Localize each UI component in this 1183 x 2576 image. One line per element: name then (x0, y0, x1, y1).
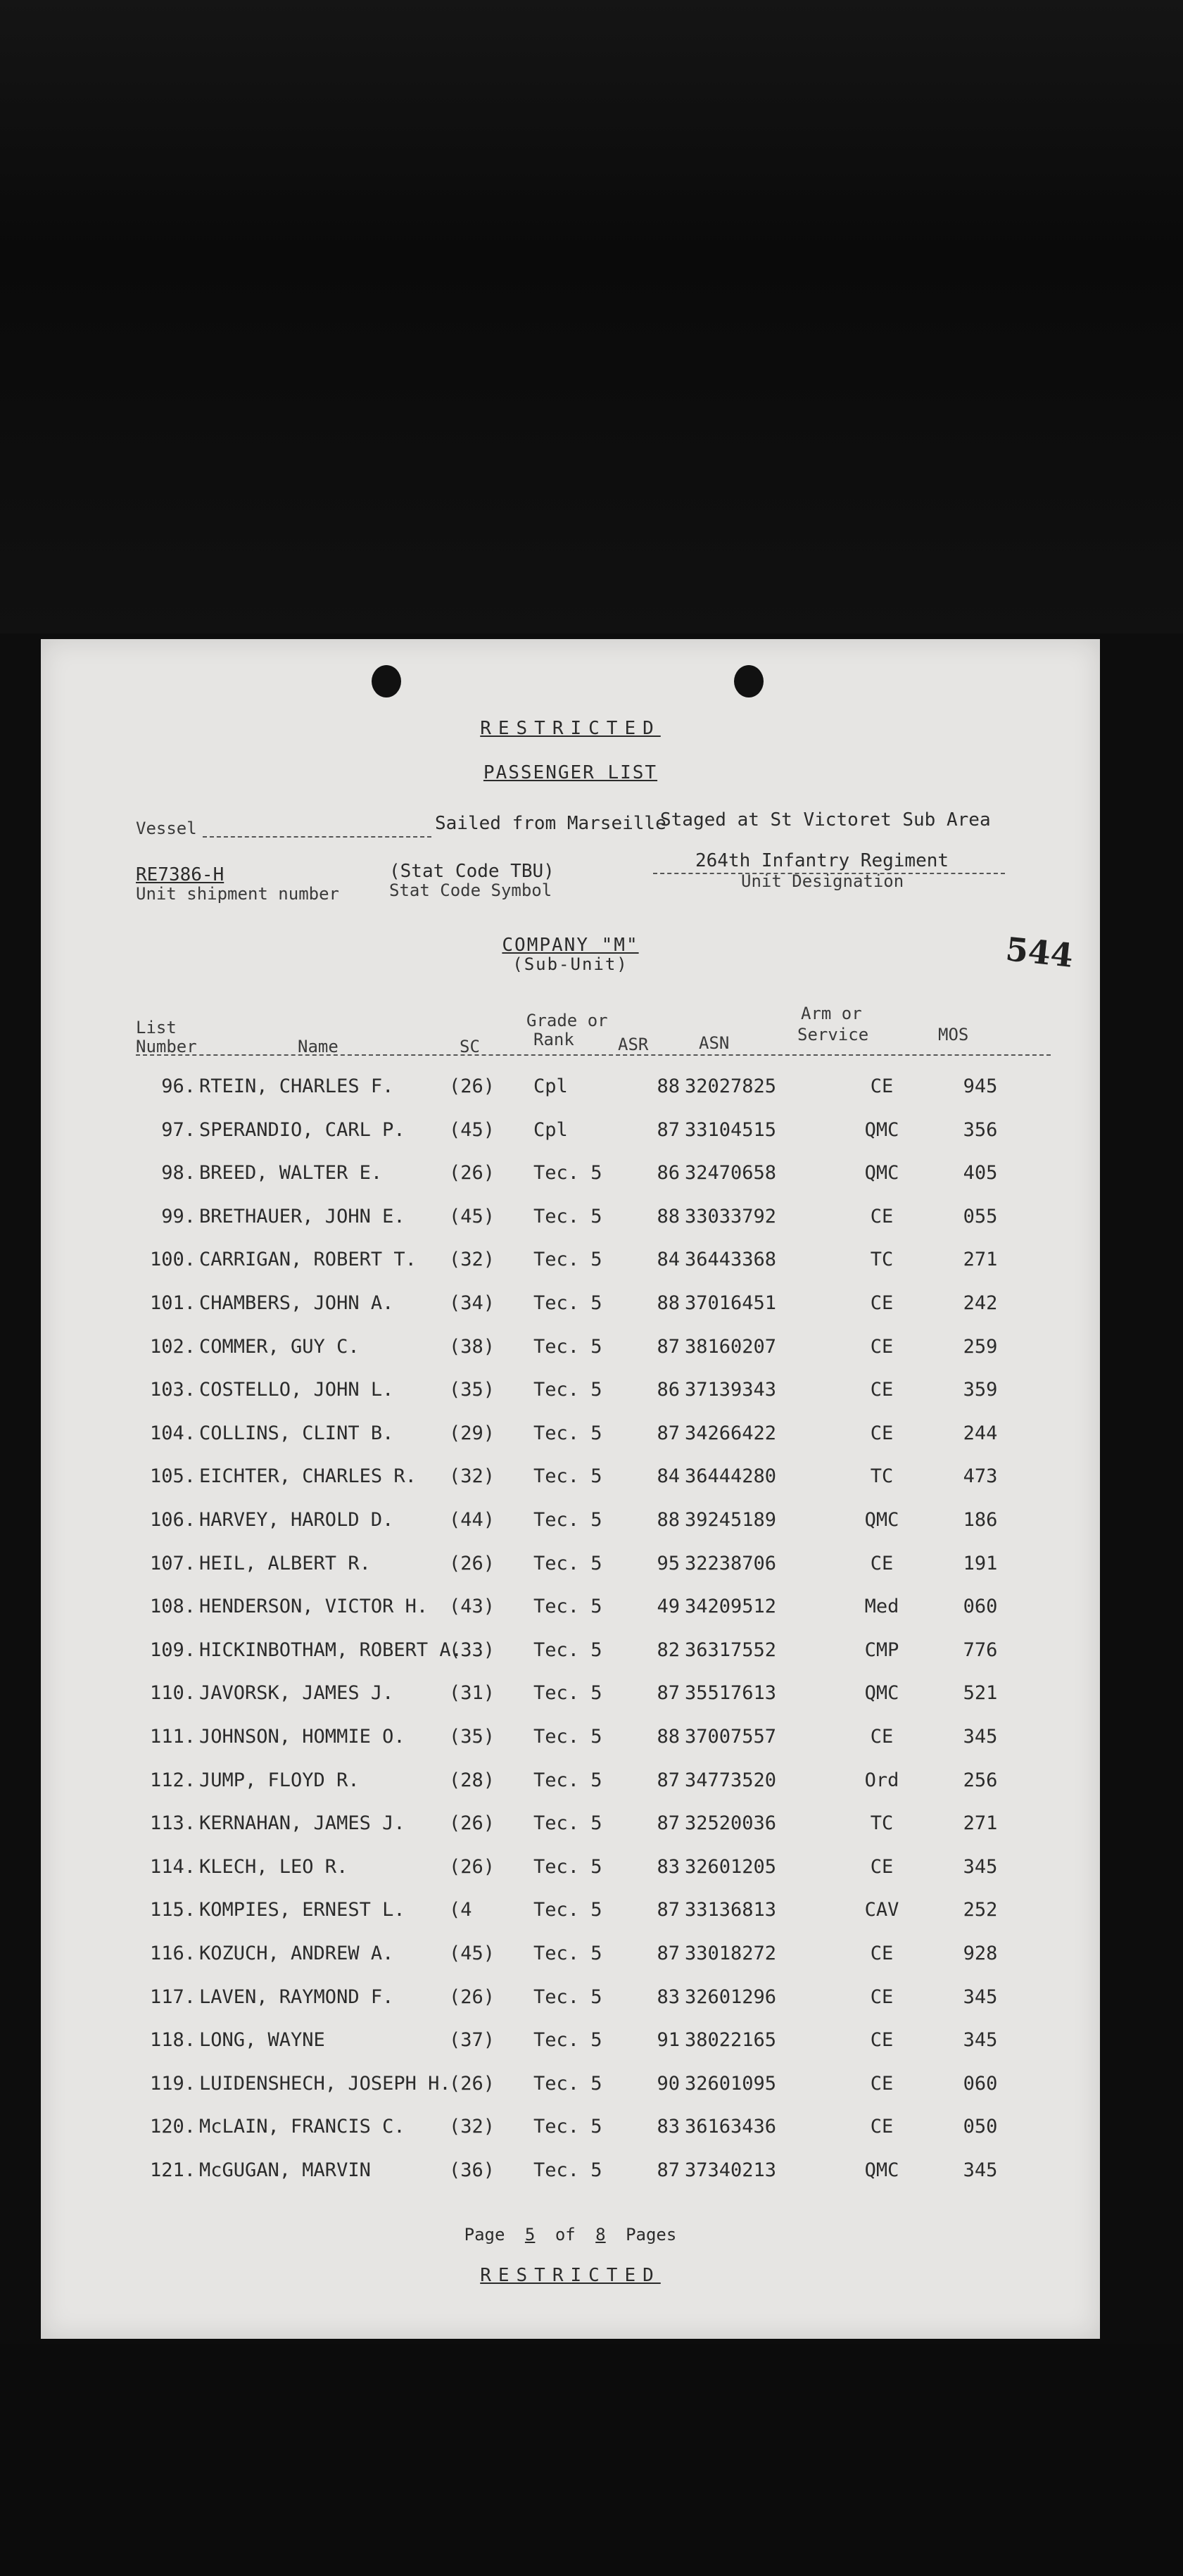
page-word: Page (464, 2225, 505, 2244)
row-name: HARVEY, HAROLD D. (199, 1509, 394, 1531)
row-asr: 88 (657, 1075, 680, 1097)
row-mos: 345 (963, 1985, 998, 2008)
row-arm: QMC (864, 1509, 899, 1531)
microfilm-border-bottom (0, 2344, 1183, 2576)
table-row (41, 1206, 1100, 1248)
row-asn: 33136813 (685, 1899, 777, 1921)
row-mos: 356 (963, 1118, 998, 1141)
row-grade: Tec. 5 (533, 1379, 602, 1401)
row-sc: (36) (449, 2159, 495, 2181)
row-grade: Tec. 5 (533, 2029, 602, 2052)
row-sc: (26) (449, 1985, 495, 2008)
row-mos: 473 (963, 1465, 998, 1488)
row-arm: CE (870, 2116, 894, 2138)
row-asn: 36317552 (685, 1639, 777, 1661)
row-mos: 345 (963, 1726, 998, 1748)
row-arm: QMC (864, 1118, 899, 1141)
row-sc: (45) (449, 1118, 495, 1141)
row-sc: (28) (449, 1769, 495, 1791)
punch-hole-left (372, 665, 401, 697)
row-asn: 33018272 (685, 1943, 777, 1964)
page-indicator (41, 2225, 1100, 2244)
row-grade: Tec. 5 (533, 1422, 602, 1444)
row-arm: CE (870, 1422, 894, 1444)
row-sc: (34) (449, 1292, 495, 1314)
row-asn: 32601205 (685, 1855, 777, 1878)
table-row (41, 1465, 1100, 1508)
row-mos: 345 (963, 2029, 998, 2052)
table-row (41, 1856, 1100, 1898)
punch-hole-right (734, 665, 764, 697)
col-asr: ASR (618, 1035, 649, 1054)
row-number: 110. (149, 1682, 196, 1705)
of-word: of (555, 2225, 576, 2244)
row-arm: TC (870, 1465, 894, 1488)
row-arm: Ord (864, 1769, 899, 1791)
row-mos: 928 (963, 1943, 998, 1964)
row-number: 117. (149, 1985, 196, 2008)
row-asr: 86 (657, 1379, 680, 1401)
row-name: CHAMBERS, JOHN A. (199, 1292, 394, 1314)
row-number: 106. (149, 1509, 196, 1531)
row-asn: 36443368 (685, 1249, 777, 1271)
row-asn: 34266422 (685, 1422, 777, 1444)
row-asr: 88 (657, 1205, 680, 1227)
row-sc: (33) (449, 1639, 495, 1661)
row-number: 116. (149, 1943, 196, 1964)
row-grade: Tec. 5 (533, 2072, 602, 2095)
row-asn: 32601296 (685, 1985, 777, 2008)
table-row (41, 1162, 1100, 1204)
row-name: HICKINBOTHAM, ROBERT A. (199, 1639, 462, 1661)
page-stamp-number: 544 (1004, 930, 1075, 975)
row-grade: Tec. 5 (533, 1509, 602, 1531)
row-number: 111. (149, 1726, 196, 1748)
row-name: HENDERSON, VICTOR H. (199, 1596, 429, 1618)
classification-bottom: RESTRICTED (480, 2265, 661, 2286)
row-grade: Tec. 5 (533, 1943, 602, 1964)
row-number: 96. (161, 1075, 196, 1097)
col-service: Service (797, 1025, 869, 1044)
header-rule (136, 1054, 1051, 1056)
row-asn: 36444280 (685, 1465, 777, 1488)
passenger-list-page (41, 639, 1100, 2339)
row-asn: 37139343 (685, 1379, 777, 1401)
row-mos: 050 (963, 2116, 998, 2138)
row-number: 115. (149, 1899, 196, 1921)
table-row (41, 1899, 1100, 1941)
row-grade: Tec. 5 (533, 1465, 602, 1488)
page-number: 5 (524, 2225, 536, 2244)
stat-code: (Stat Code TBU) (389, 861, 555, 882)
row-number: 119. (149, 2072, 196, 2095)
row-mos: 521 (963, 1682, 998, 1705)
row-mos: 055 (963, 1205, 998, 1227)
row-asr: 87 (657, 1769, 680, 1791)
row-asn: 38022165 (685, 2029, 777, 2052)
row-mos: 345 (963, 1855, 998, 1878)
row-arm: CE (870, 1943, 894, 1964)
table-row (41, 1249, 1100, 1291)
row-asn: 39245189 (685, 1509, 777, 1531)
row-arm: QMC (864, 1682, 899, 1705)
row-name: SPERANDIO, CARL P. (199, 1118, 405, 1141)
row-number: 104. (149, 1422, 196, 1444)
microfilm-border-top (0, 0, 1183, 633)
row-name: KLECH, LEO R. (199, 1855, 348, 1878)
row-asr: 88 (657, 1292, 680, 1314)
row-number: 101. (149, 1292, 196, 1314)
row-grade: Tec. 5 (533, 1855, 602, 1878)
row-asn: 32470658 (685, 1162, 777, 1185)
row-asn: 33104515 (685, 1118, 777, 1141)
row-number: 118. (149, 2029, 196, 2052)
row-asn: 35517613 (685, 1682, 777, 1705)
table-row (41, 1422, 1100, 1465)
table-row (41, 2159, 1100, 2202)
row-asr: 87 (657, 1899, 680, 1921)
row-sc: (26) (449, 1162, 495, 1185)
row-name: HEIL, ALBERT R. (199, 1552, 371, 1574)
row-name: JOHNSON, HOMMIE O. (199, 1726, 405, 1748)
row-asr: 90 (657, 2072, 680, 2095)
row-asr: 84 (657, 1465, 680, 1488)
row-asn: 32238706 (685, 1552, 777, 1574)
classification-top: RESTRICTED (480, 718, 661, 739)
table-row (41, 1639, 1100, 1681)
row-grade: Tec. 5 (533, 2159, 602, 2181)
row-name: LONG, WAYNE (199, 2029, 325, 2052)
row-asr: 87 (657, 1118, 680, 1141)
row-asn: 37007557 (685, 1726, 777, 1748)
row-sc: (37) (449, 2029, 495, 2052)
table-row (41, 1119, 1100, 1161)
row-asr: 87 (657, 1335, 680, 1358)
row-name: LAVEN, RAYMOND F. (199, 1985, 394, 2008)
row-asr: 83 (657, 2116, 680, 2138)
row-name: COMMER, GUY C. (199, 1335, 360, 1358)
row-mos: 060 (963, 2072, 998, 2095)
row-grade: Cpl (533, 1118, 568, 1141)
table-row (41, 1292, 1100, 1334)
row-number: 103. (149, 1379, 196, 1401)
col-number: Number (136, 1037, 197, 1056)
row-grade: Tec. 5 (533, 1726, 602, 1748)
row-name: McGUGAN, MARVIN (199, 2159, 371, 2181)
row-asr: 84 (657, 1249, 680, 1271)
row-arm: CAV (864, 1899, 899, 1921)
row-name: COLLINS, CLINT B. (199, 1422, 394, 1444)
row-sc: (26) (449, 2072, 495, 2095)
col-list: List (136, 1018, 177, 1037)
row-name: EICHTER, CHARLES R. (199, 1465, 417, 1488)
row-grade: Tec. 5 (533, 1812, 602, 1835)
row-asn: 36163436 (685, 2116, 777, 2138)
table-row (41, 2029, 1100, 2071)
table-row (41, 1596, 1100, 1638)
sub-unit-label: (Sub-Unit) (512, 954, 628, 974)
row-asr: 88 (657, 1509, 680, 1531)
row-mos: 252 (963, 1899, 998, 1921)
row-asr: 91 (657, 2029, 680, 2052)
col-asn: ASN (699, 1033, 730, 1053)
row-asr: 88 (657, 1726, 680, 1748)
row-grade: Tec. 5 (533, 1985, 602, 2008)
row-mos: 945 (963, 1075, 998, 1097)
row-number: 97. (161, 1118, 196, 1141)
row-arm: QMC (864, 1162, 899, 1185)
table-row (41, 1812, 1100, 1855)
row-asr: 95 (657, 1552, 680, 1574)
row-number: 120. (149, 2116, 196, 2138)
row-grade: Tec. 5 (533, 1335, 602, 1358)
row-sc: (43) (449, 1596, 495, 1618)
row-grade: Tec. 5 (533, 1596, 602, 1618)
table-row (41, 1726, 1100, 1768)
stat-code-label: Stat Code Symbol (389, 880, 552, 900)
row-asr: 87 (657, 1422, 680, 1444)
row-sc: (32) (449, 2116, 495, 2138)
row-asr: 83 (657, 1855, 680, 1878)
row-sc: (38) (449, 1335, 495, 1358)
row-asr: 86 (657, 1162, 680, 1185)
row-mos: 405 (963, 1162, 998, 1185)
total-pages: 8 (595, 2225, 606, 2244)
unit-designation-label: Unit Designation (741, 871, 904, 891)
row-sc: (26) (449, 1075, 495, 1097)
col-name: Name (298, 1037, 339, 1056)
row-grade: Tec. 5 (533, 1899, 602, 1921)
row-arm: CE (870, 1335, 894, 1358)
row-grade: Tec. 5 (533, 1292, 602, 1314)
row-number: 113. (149, 1812, 196, 1835)
row-mos: 345 (963, 2159, 998, 2181)
row-arm: CE (870, 1292, 894, 1314)
row-number: 121. (149, 2159, 196, 2181)
row-grade: Tec. 5 (533, 2116, 602, 2138)
row-number: 100. (149, 1249, 196, 1271)
col-arm: Arm or (801, 1004, 862, 1023)
row-number: 99. (161, 1205, 196, 1227)
row-asr: 87 (657, 1682, 680, 1705)
row-arm: Med (864, 1596, 899, 1618)
row-number: 105. (149, 1465, 196, 1488)
row-name: BRETHAUER, JOHN E. (199, 1205, 405, 1227)
row-mos: 191 (963, 1552, 998, 1574)
row-number: 109. (149, 1639, 196, 1661)
row-sc: (35) (449, 1379, 495, 1401)
row-asn: 34209512 (685, 1596, 777, 1618)
row-sc: (4 (449, 1899, 472, 1921)
table-row (41, 1379, 1100, 1421)
row-arm: CE (870, 2029, 894, 2052)
row-mos: 359 (963, 1379, 998, 1401)
row-asr: 87 (657, 1812, 680, 1835)
row-grade: Tec. 5 (533, 1769, 602, 1791)
row-number: 102. (149, 1335, 196, 1358)
row-mos: 259 (963, 1335, 998, 1358)
sailed-from: Sailed from Marseille (435, 813, 666, 834)
row-arm: CE (870, 1075, 894, 1097)
row-sc: (44) (449, 1509, 495, 1531)
row-asn: 37016451 (685, 1292, 777, 1314)
row-name: LUIDENSHECH, JOSEPH H. (199, 2072, 451, 2095)
row-asn: 38160207 (685, 1335, 777, 1358)
col-sc: SC (460, 1037, 480, 1056)
table-row (41, 1553, 1100, 1595)
row-grade: Tec. 5 (533, 1552, 602, 1574)
document-title: PASSENGER LIST (483, 762, 658, 783)
row-name: KOMPIES, ERNEST L. (199, 1899, 405, 1921)
pages-word: Pages (626, 2225, 677, 2244)
row-sc: (32) (449, 1249, 495, 1271)
row-grade: Tec. 5 (533, 1205, 602, 1227)
row-grade: Tec. 5 (533, 1162, 602, 1185)
row-mos: 271 (963, 1812, 998, 1835)
row-arm: CMP (864, 1639, 899, 1661)
row-grade: Tec. 5 (533, 1682, 602, 1705)
row-asr: 87 (657, 1943, 680, 1964)
row-arm: TC (870, 1812, 894, 1835)
row-mos: 186 (963, 1509, 998, 1531)
row-number: 112. (149, 1769, 196, 1791)
row-arm: CE (870, 1855, 894, 1878)
row-arm: CE (870, 2072, 894, 2095)
table-row (41, 2073, 1100, 2115)
vessel-label: Vessel (136, 819, 197, 838)
row-grade: Cpl (533, 1075, 568, 1097)
row-name: RTEIN, CHARLES F. (199, 1075, 394, 1097)
row-arm: CE (870, 1726, 894, 1748)
row-asn: 34773520 (685, 1769, 777, 1791)
row-name: CARRIGAN, ROBERT T. (199, 1249, 417, 1271)
row-name: BREED, WALTER E. (199, 1162, 383, 1185)
table-row (41, 1075, 1100, 1118)
unit-designation: 264th Infantry Regiment (695, 850, 949, 871)
row-sc: (29) (449, 1422, 495, 1444)
row-asr: 83 (657, 1985, 680, 2008)
row-mos: 242 (963, 1292, 998, 1314)
row-sc: (31) (449, 1682, 495, 1705)
row-sc: (26) (449, 1552, 495, 1574)
company-title: COMPANY "M" (502, 935, 639, 956)
row-sc: (35) (449, 1726, 495, 1748)
vessel-line (203, 836, 431, 838)
row-sc: (45) (449, 1943, 495, 1964)
row-grade: Tec. 5 (533, 1249, 602, 1271)
unit-shipment-label: Unit shipment number (136, 884, 339, 904)
row-arm: CE (870, 1379, 894, 1401)
row-number: 108. (149, 1596, 196, 1618)
row-name: JAVORSK, JAMES J. (199, 1682, 394, 1705)
row-arm: CE (870, 1205, 894, 1227)
col-mos: MOS (938, 1025, 969, 1044)
row-sc: (45) (449, 1205, 495, 1227)
col-rank: Rank (533, 1030, 574, 1049)
unit-shipment-number: RE7386-H (136, 864, 224, 885)
row-asn: 37340213 (685, 2159, 777, 2181)
row-arm: TC (870, 1249, 894, 1271)
row-arm: CE (870, 1985, 894, 2008)
row-mos: 271 (963, 1249, 998, 1271)
row-name: JUMP, FLOYD R. (199, 1769, 360, 1791)
row-name: COSTELLO, JOHN L. (199, 1379, 394, 1401)
row-number: 98. (161, 1162, 196, 1185)
row-sc: (32) (449, 1465, 495, 1488)
row-asn: 32027825 (685, 1075, 777, 1097)
row-arm: CE (870, 1552, 894, 1574)
table-row (41, 1509, 1100, 1551)
row-asn: 32601095 (685, 2072, 777, 2095)
row-number: 107. (149, 1552, 196, 1574)
row-mos: 776 (963, 1639, 998, 1661)
row-mos: 060 (963, 1596, 998, 1618)
row-name: KOZUCH, ANDREW A. (199, 1943, 394, 1964)
staged-at: Staged at St Victoret Sub Area (660, 809, 991, 831)
row-arm: QMC (864, 2159, 899, 2181)
row-mos: 256 (963, 1769, 998, 1791)
table-row (41, 1769, 1100, 1812)
row-asn: 32520036 (685, 1812, 777, 1835)
row-number: 114. (149, 1855, 196, 1878)
row-sc: (26) (449, 1855, 495, 1878)
table-row (41, 1336, 1100, 1378)
row-asr: 87 (657, 2159, 680, 2181)
row-mos: 244 (963, 1422, 998, 1444)
row-name: McLAIN, FRANCIS C. (199, 2116, 405, 2138)
col-grade: Grade or (526, 1011, 608, 1030)
row-sc: (26) (449, 1812, 495, 1835)
row-asr: 82 (657, 1639, 680, 1661)
row-asr: 49 (657, 1596, 680, 1618)
row-grade: Tec. 5 (533, 1639, 602, 1661)
table-row (41, 1682, 1100, 1724)
table-row (41, 1943, 1100, 1985)
table-row (41, 1986, 1100, 2028)
table-row (41, 2116, 1100, 2158)
row-name: KERNAHAN, JAMES J. (199, 1812, 405, 1835)
row-asn: 33033792 (685, 1205, 777, 1227)
